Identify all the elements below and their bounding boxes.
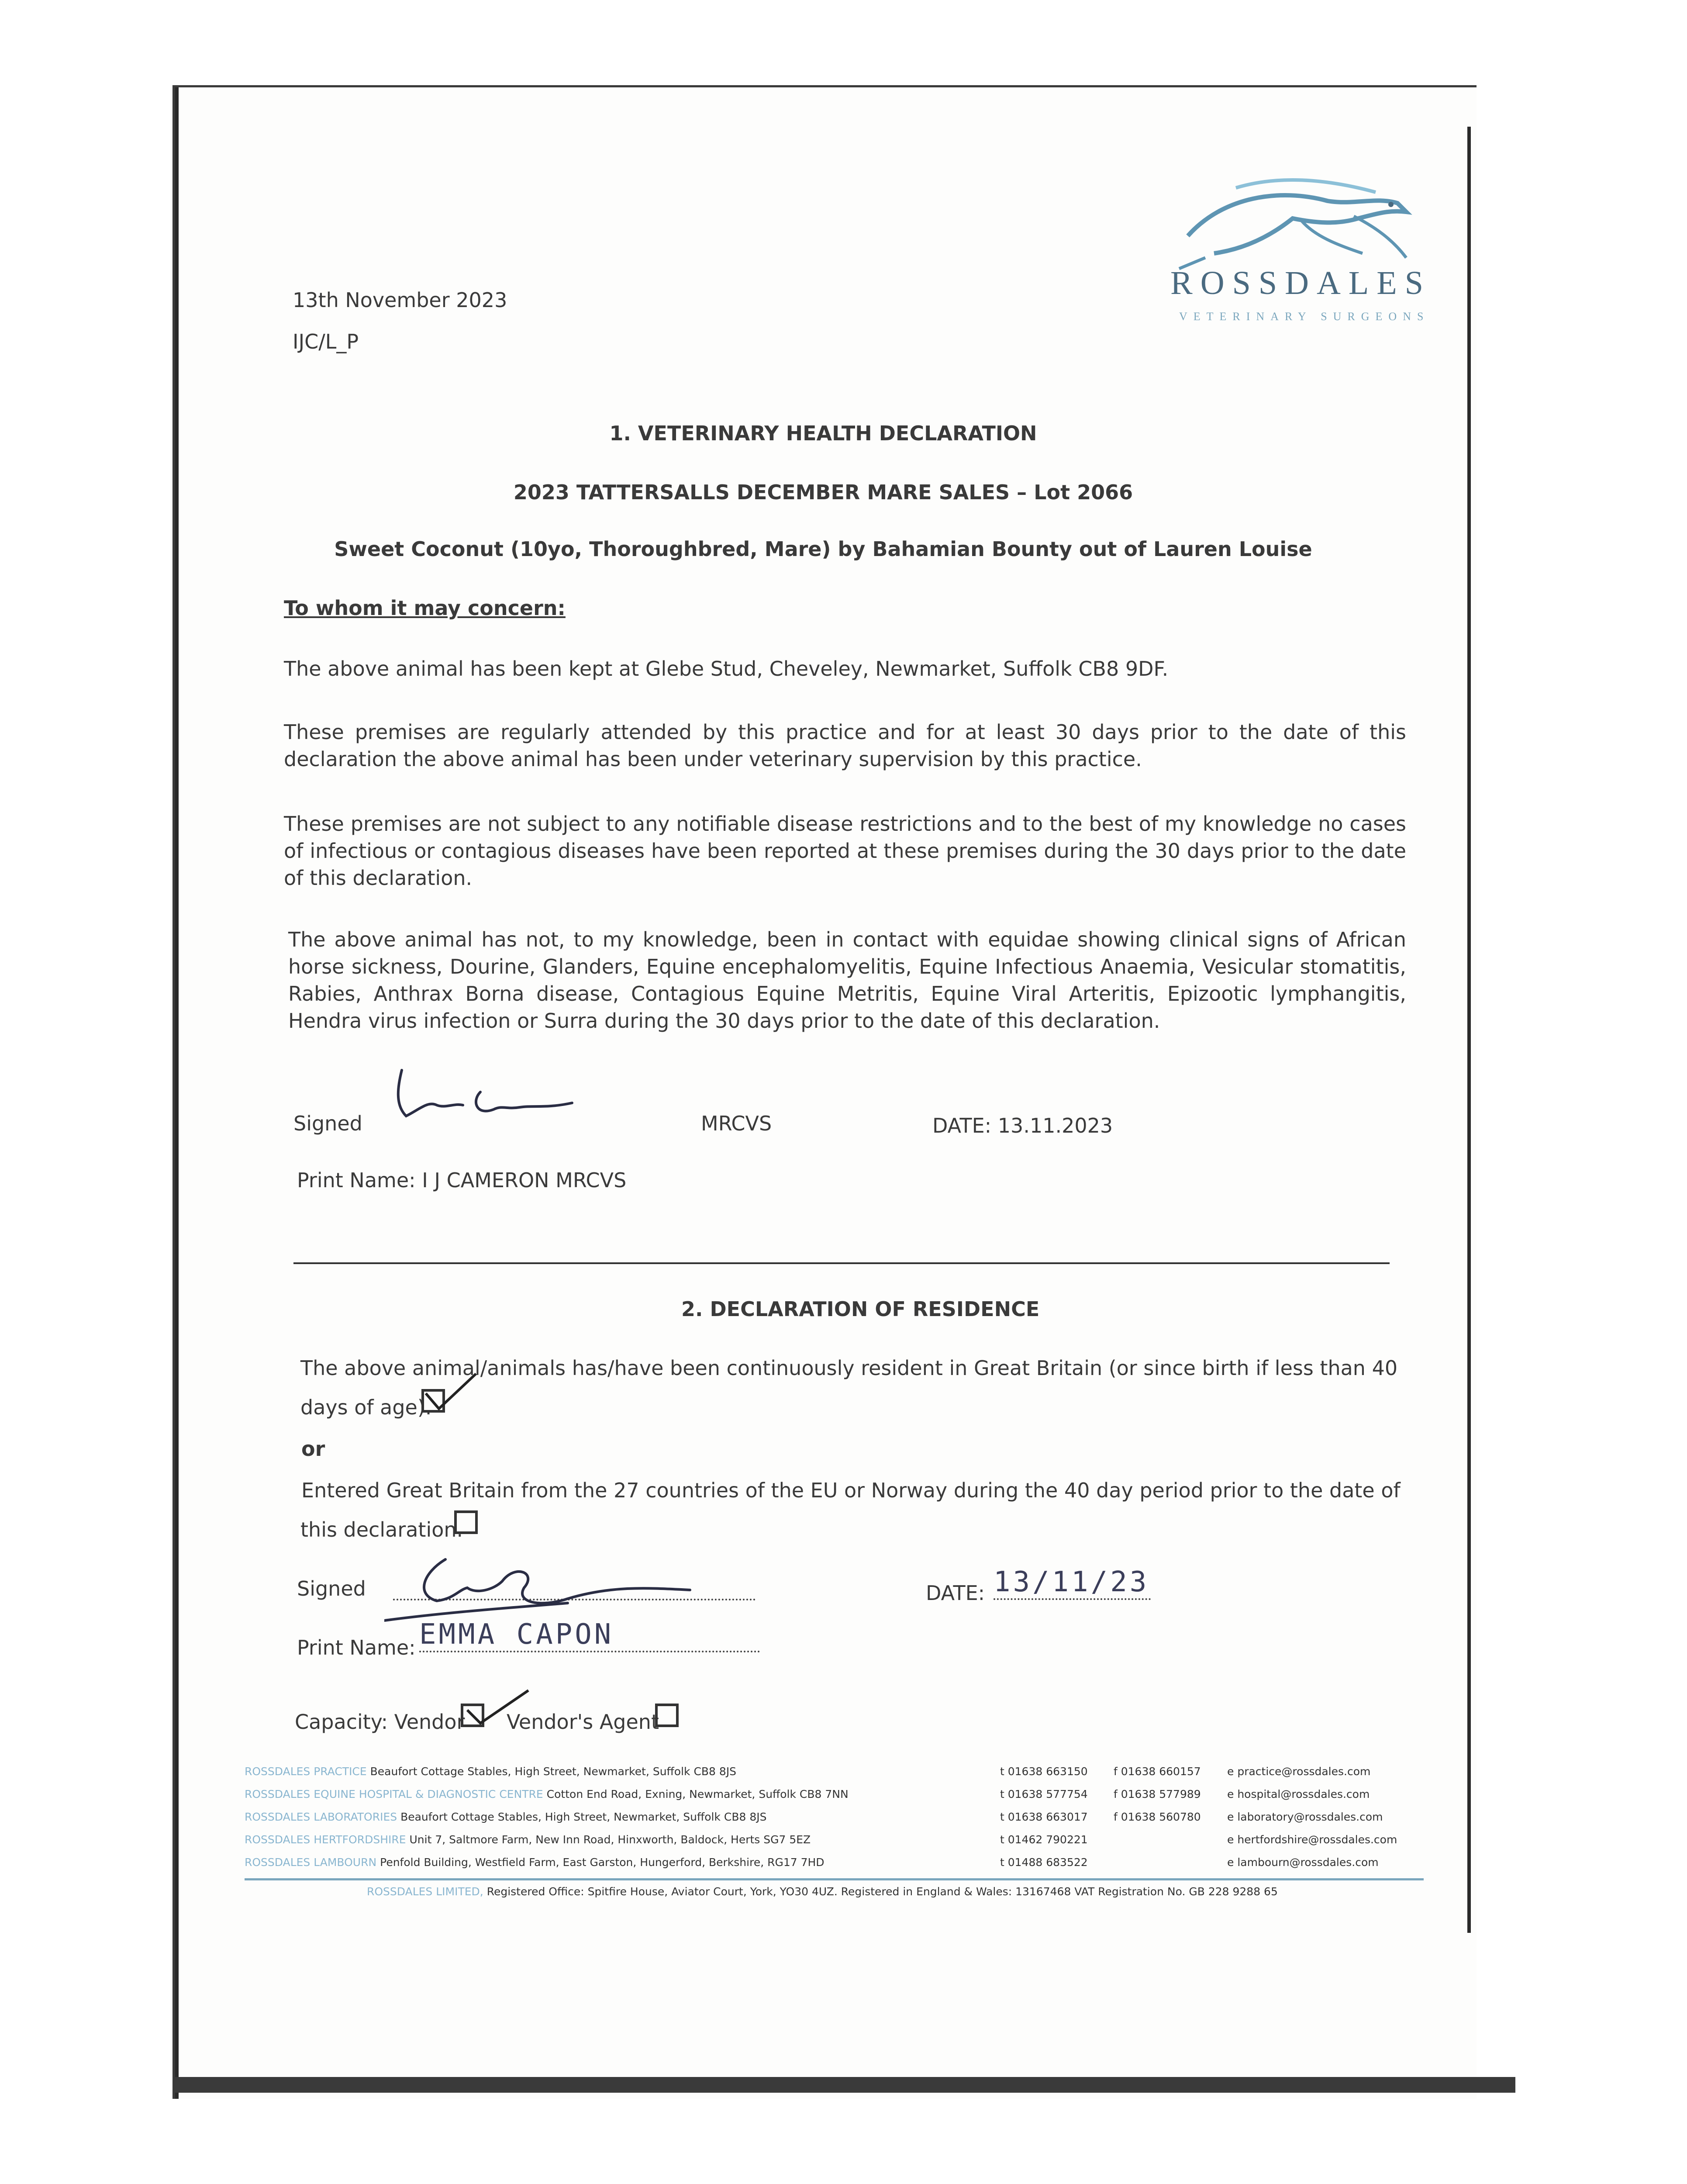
footer-fax: f 01638 577989 <box>1114 1788 1201 1800</box>
footer-brand: ROSSDALES EQUINE HOSPITAL & DIAGNOSTIC CENTRE <box>245 1788 543 1800</box>
footer-email: e laboratory@rossdales.com <box>1227 1811 1383 1823</box>
vet-print-name: Print Name: I J CAMERON MRCVS <box>297 1168 627 1192</box>
footer-email: e hertfordshire@rossdales.com <box>1227 1833 1397 1846</box>
footer-row <box>245 1783 1432 1806</box>
rossdales-logo <box>1170 170 1431 336</box>
footer-fax: f 01638 560780 <box>1114 1811 1201 1823</box>
capacity-label: Capacity: Vendor <box>295 1710 465 1734</box>
logo-wordmark: ROSSDALES <box>1170 265 1431 301</box>
signed-label-1: Signed <box>293 1112 362 1135</box>
resident-check-mark-icon <box>419 1367 480 1415</box>
footer-tel: t 01638 663150 <box>1000 1765 1088 1778</box>
vet-date: DATE: 13.11.2023 <box>932 1114 1113 1137</box>
signed-label-2: Signed <box>297 1577 366 1600</box>
footer-email: e practice@rossdales.com <box>1227 1765 1371 1778</box>
vendors-agent-label: Vendor's Agent <box>507 1710 659 1734</box>
vet-signature <box>389 1061 590 1136</box>
footer-tel: t 01638 577754 <box>1000 1788 1088 1800</box>
footer-tel: t 01462 790221 <box>1000 1833 1088 1846</box>
horse-logo-icon <box>1170 170 1415 271</box>
option-entered-line1: Entered Great Britain from the 27 countries of the EU or Norway during the 40 day period prior to the date of <box>301 1479 1401 1502</box>
page-edge <box>1467 127 1471 1933</box>
footer-address: Penfold Building, Westfield Farm, East Garston, Hungerford, Berkshire, RG17 7HD <box>380 1856 825 1869</box>
mrcvs-label: MRCVS <box>701 1112 772 1135</box>
footer-email: e lambourn@rossdales.com <box>1227 1856 1379 1869</box>
paragraph-supervision: These premises are regularly attended by this practice and for at least 30 days prior to the date of this declaration the above animal has been under veterinary supervision by this practice. <box>284 720 1406 771</box>
letter-date: 13th November 2023 <box>293 288 507 312</box>
registered-text: Registered Office: Spitfire House, Aviator Court, York, YO30 4UZ. Registered in England & Wales: 13167468 VAT Registration No. GB 228 9288 65 <box>486 1885 1278 1898</box>
footer-address: Cotton End Road, Exning, Newmarket, Suffolk CB8 7NN <box>546 1788 849 1800</box>
footer-row <box>245 1851 1432 1874</box>
sale-title: 2023 TATTERSALLS DECEMBER MARE SALES – Lot 2066 <box>513 480 1133 504</box>
footer-brand: ROSSDALES PRACTICE <box>245 1765 367 1778</box>
footer-fax: f 01638 660157 <box>1114 1765 1201 1778</box>
footer-row <box>245 1828 1432 1851</box>
paragraph-premises: The above animal has been kept at Glebe Stud, Cheveley, Newmarket, Suffolk CB8 9DF. <box>284 657 1169 681</box>
horse-title: Sweet Coconut (10yo, Thoroughbred, Mare) by Bahamian Bounty out of Lauren Louise <box>334 537 1312 561</box>
vendor-signature <box>384 1546 777 1625</box>
footer-brand: ROSSDALES LABORATORIES <box>245 1811 397 1823</box>
option-entered-line2: this declaration. <box>300 1518 463 1541</box>
section1-title: 1. VETERINARY HEALTH DECLARATION <box>609 422 1037 445</box>
entered-checkbox[interactable] <box>454 1510 478 1534</box>
or-label: or <box>301 1437 325 1461</box>
footer-contacts <box>245 1760 1432 1874</box>
vendor-date-label: DATE: <box>926 1581 985 1605</box>
option-resident-line2: days of age). <box>300 1396 432 1419</box>
section2-title: 2. DECLARATION OF RESIDENCE <box>681 1297 1040 1321</box>
footer-brand: ROSSDALES LAMBOURN <box>245 1856 377 1869</box>
footer-row <box>245 1760 1432 1783</box>
footer-address: Unit 7, Saltmore Farm, New Inn Road, Hinxworth, Baldock, Herts SG7 5EZ <box>409 1833 811 1846</box>
option-resident-line1: The above animal/animals has/have been continuously resident in Great Britain (or since birth if less than 40 <box>300 1356 1398 1380</box>
vendor-date-value: 13/11/23 <box>994 1566 1151 1600</box>
print-name-label: Print Name: <box>297 1636 416 1659</box>
footer-tel: t 01488 683522 <box>1000 1856 1088 1869</box>
footer-row <box>245 1806 1432 1828</box>
footer-email: e hospital@rossdales.com <box>1227 1788 1370 1800</box>
salutation: To whom it may concern: <box>284 596 566 620</box>
section-divider <box>293 1262 1390 1264</box>
vendor-print-name: EMMA CAPON <box>419 1618 760 1652</box>
footer-brand: ROSSDALES HERTFORDSHIRE <box>245 1833 406 1846</box>
paragraph-restrictions: These premises are not subject to any notifiable disease restrictions and to the best of my knowledge no cases of infectious or contagious diseases have been reported at these premises during the 30 days prior to the date of this declaration. <box>284 812 1406 890</box>
footer-address: Beaufort Cottage Stables, High Street, Newmarket, Suffolk CB8 8JS <box>370 1765 737 1778</box>
paragraph-diseases: The above animal has not, to my knowledge, been in contact with equidae showing clinical signs of African horse sickness, Dourine, Glanders, Equine encephalomyelitis, Equine Infectious Anaemia, Vesicular stomatitis, Rabies, Anthrax Borna disease, Contagious Equine Metritis, Equine Viral Arteritis, Epizootic lymphangitis, Hendra virus infection or Surra during the 30 days prior to the date of this declaration. <box>288 928 1406 1033</box>
footer-tel: t 01638 663017 <box>1000 1811 1088 1823</box>
registered-office <box>367 1880 1278 1903</box>
registered-brand: ROSSDALES LIMITED, <box>367 1885 483 1898</box>
footer-address: Beaufort Cottage Stables, High Street, Newmarket, Suffolk CB8 8JS <box>400 1811 767 1823</box>
page-bottom-edge <box>172 2077 1515 2093</box>
logo-subtitle: VETERINARY SURGEONS <box>1179 310 1430 323</box>
letter-reference: IJC/L_P <box>293 330 359 353</box>
vendors-agent-checkbox[interactable] <box>655 1704 679 1727</box>
